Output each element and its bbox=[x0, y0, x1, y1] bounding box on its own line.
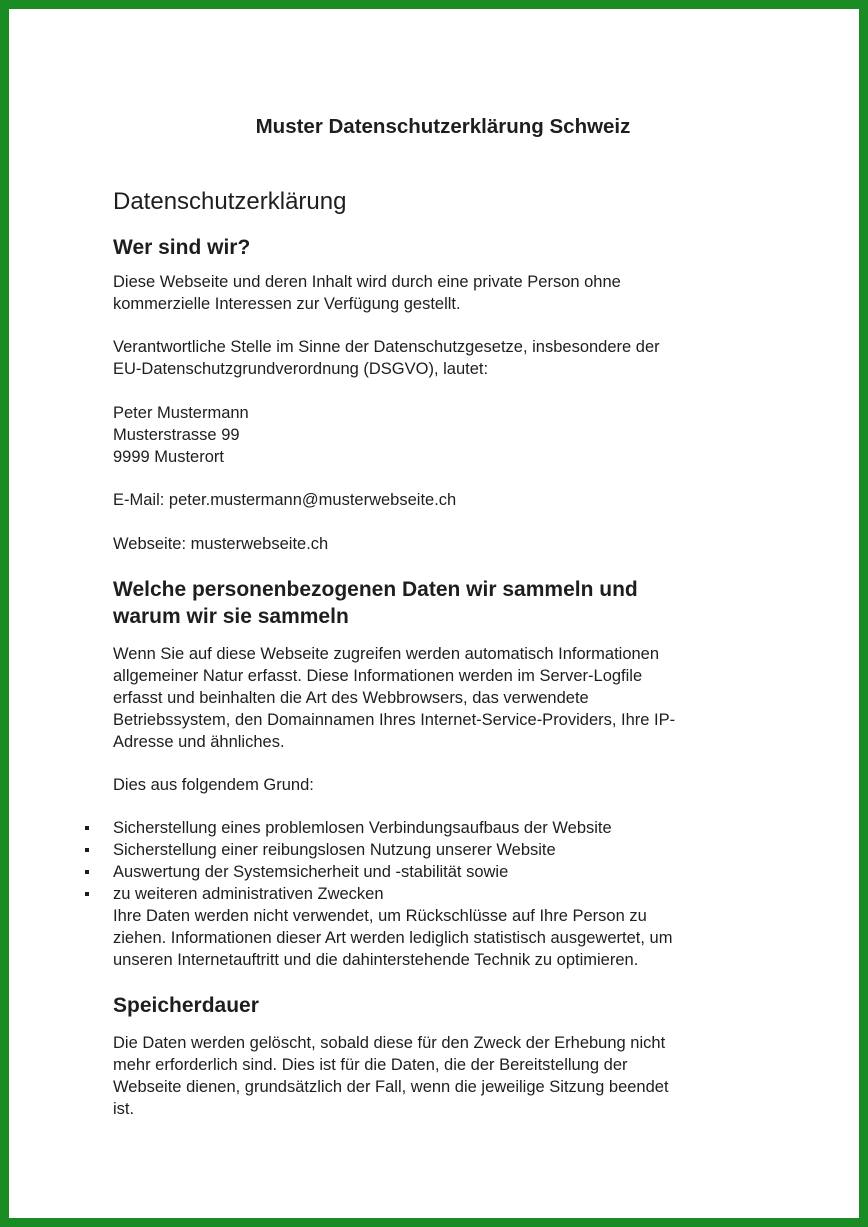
paragraph-reason-intro: Dies aus folgendem Grund: bbox=[113, 776, 314, 794]
paragraph-who-intro: Diese Webseite und deren Inhalt wird durch eine private Person ohne kommerzielle Interessen zur Verfügung gestellt. bbox=[113, 273, 621, 313]
document-title: Muster Datenschutzerklärung Schweiz bbox=[255, 115, 631, 138]
heading-data-collected-line1: Welche personenbezogenen Daten wir sammeln und bbox=[113, 578, 638, 601]
paragraph-retention: Die Daten werden gelöscht, sobald diese für den Zweck der Erhebung nicht mehr erforderlich sind. Dies ist für die Daten, die der Bereitstellung der Webseite dienen, grundsätzlich der Fall, wenn die jeweilige Sitzung beendet ist. bbox=[113, 1034, 669, 1118]
list-item bbox=[113, 861, 773, 883]
website-line: Webseite: musterwebseite.ch bbox=[113, 535, 329, 553]
bullet-icon bbox=[85, 870, 89, 874]
list-item bbox=[113, 839, 773, 861]
paragraph-responsible: Verantwortliche Stelle im Sinne der Datenschutzgesetze, insbesondere der EU-Datenschutzgrundverordnung (DSGVO), lautet: bbox=[113, 338, 660, 378]
bullet-icon bbox=[85, 826, 89, 830]
bullet-icon bbox=[85, 848, 89, 852]
paragraph-data-collected: Wenn Sie auf diese Webseite zugreifen werden automatisch Informationen allgemeiner Natur erfasst. Diese Informationen werden im Server-Logfile erfasst und beinhalten die Art des Webbrowsers, das verwendete Betriebssystem, den Domainnamen Ihres Internet-Service-Providers, Ihre IP- Adresse und ähnliches. bbox=[113, 645, 676, 751]
heading-data-collected-line2: warum wir sie sammeln bbox=[113, 605, 349, 628]
list-item bbox=[113, 817, 773, 839]
list-item-text: Auswertung der Systemsicherheit und -stabilität sowie bbox=[113, 863, 509, 881]
section-title: Datenschutzerklärung bbox=[113, 188, 347, 215]
list-item-text: Sicherstellung eines problemlosen Verbindungsaufbaus der Website bbox=[113, 819, 612, 837]
paragraph-data-usage: Ihre Daten werden nicht verwendet, um Rückschlüsse auf Ihre Person zu ziehen. Informationen dieser Art werden lediglich statistisch ausgewertet, um unseren Internetauftritt und die dahinterstehende Technik zu optimieren. bbox=[113, 907, 673, 969]
heading-retention: Speicherdauer bbox=[113, 994, 259, 1017]
list-item-text: zu weiteren administrativen Zwecken bbox=[113, 885, 384, 903]
heading-who: Wer sind wir? bbox=[113, 236, 251, 259]
reasons-list bbox=[113, 817, 773, 905]
bullet-icon bbox=[85, 892, 89, 896]
address-block: Peter Mustermann Musterstrasse 99 9999 Musterort bbox=[113, 404, 249, 466]
list-item-text: Sicherstellung einer reibungslosen Nutzung unserer Website bbox=[113, 841, 556, 859]
email-line: E-Mail: peter.mustermann@musterwebseite.ch bbox=[113, 491, 457, 509]
list-item bbox=[113, 883, 773, 905]
